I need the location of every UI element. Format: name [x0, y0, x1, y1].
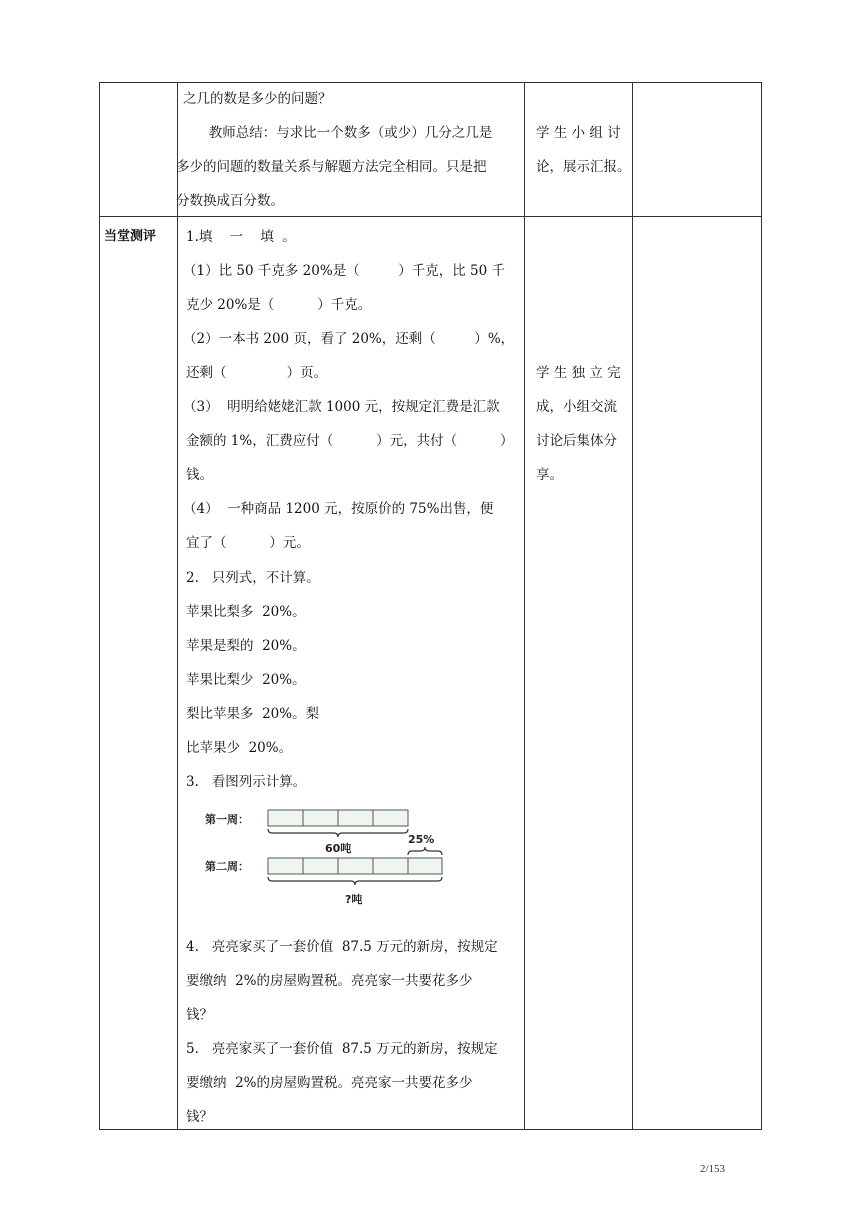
week1-brace — [268, 829, 408, 837]
text-line: 4. 亮亮家买了一套价值 87.5 万元的新房，按规定 — [186, 939, 498, 955]
text-line: 2. 只列式，不计算。 — [186, 570, 320, 586]
text-line: 多少的问题的数量关系与解题方法完全相同。只是把 — [176, 159, 487, 175]
week2-label: 第二周： — [205, 860, 249, 873]
text-line: 金额的 1%，汇费应付（ ）元，共付（ ） — [186, 433, 514, 449]
bar-model-diagram — [195, 800, 455, 916]
text-line: （1）比 50 千克多 20%是（ ）千克，比 50 千 — [183, 263, 506, 279]
text-line: 苹果是梨的 20%。 — [186, 638, 306, 654]
week2-bar — [268, 858, 442, 874]
text-line: 分数换成百分数。 — [176, 193, 284, 209]
text-line: 学 生 小 组 讨 — [536, 125, 621, 141]
week1-label: 第一周： — [205, 813, 249, 826]
text-line: 享。 — [536, 467, 563, 483]
text-line: （3） 明明给姥姥汇款 1000 元，按规定汇费是汇款 — [183, 399, 500, 415]
text-line: 讨论后集体分 — [536, 433, 617, 449]
text-line: 苹果比梨多 20%。 — [186, 604, 306, 620]
week2-total-label: ?吨 — [345, 893, 363, 906]
text-line: 比苹果少 20%。 — [186, 740, 293, 756]
page-number: 2/153 — [700, 1163, 726, 1175]
week1-total-label: 60吨 — [325, 842, 352, 855]
text-line: 学 生 独 立 完 — [536, 365, 621, 381]
week2-brace — [268, 877, 442, 885]
text-line: （4） 一种商品 1200 元，按原价的 75%出售，便 — [183, 501, 494, 517]
extra-brace — [408, 847, 442, 855]
text-line: 钱？ — [186, 1007, 213, 1023]
text-line: （2）一本书 200 页，看了 20%，还剩（ ）%， — [183, 331, 515, 347]
extra-percent-label: 25% — [408, 833, 435, 846]
text-line: 要缴纳 2%的房屋购置税。亮亮家一共要花多少 — [186, 1075, 473, 1091]
text-line: 5. 亮亮家买了一套价值 87.5 万元的新房，按规定 — [186, 1041, 498, 1057]
text-line: 论，展示汇报。 — [536, 159, 631, 175]
section-label: 当堂测评 — [104, 229, 157, 244]
text-line: 1.填 一 填 。 — [186, 229, 296, 245]
text-line: 教师总结：与求比一个数多（或少）几分之几是 — [183, 125, 493, 141]
week1-bar — [268, 810, 408, 826]
text-line: 还剩（ ）页。 — [186, 365, 328, 381]
text-line: 钱？ — [186, 1109, 213, 1125]
text-line: 3. 看图列示计算。 — [186, 774, 307, 790]
text-line: 成，小组交流 — [536, 399, 617, 415]
text-line: 之几的数是多少的问题？ — [183, 91, 332, 107]
text-line: 要缴纳 2%的房屋购置税。亮亮家一共要花多少 — [186, 973, 473, 989]
text-line: 苹果比梨少 20%。 — [186, 672, 306, 688]
text-line: 钱。 — [186, 467, 213, 483]
text-line: 梨比苹果多 20%。梨 — [186, 706, 320, 722]
text-line: 克少 20%是（ ）千克。 — [186, 297, 372, 313]
text-line: 宜了（ ）元。 — [186, 535, 310, 551]
